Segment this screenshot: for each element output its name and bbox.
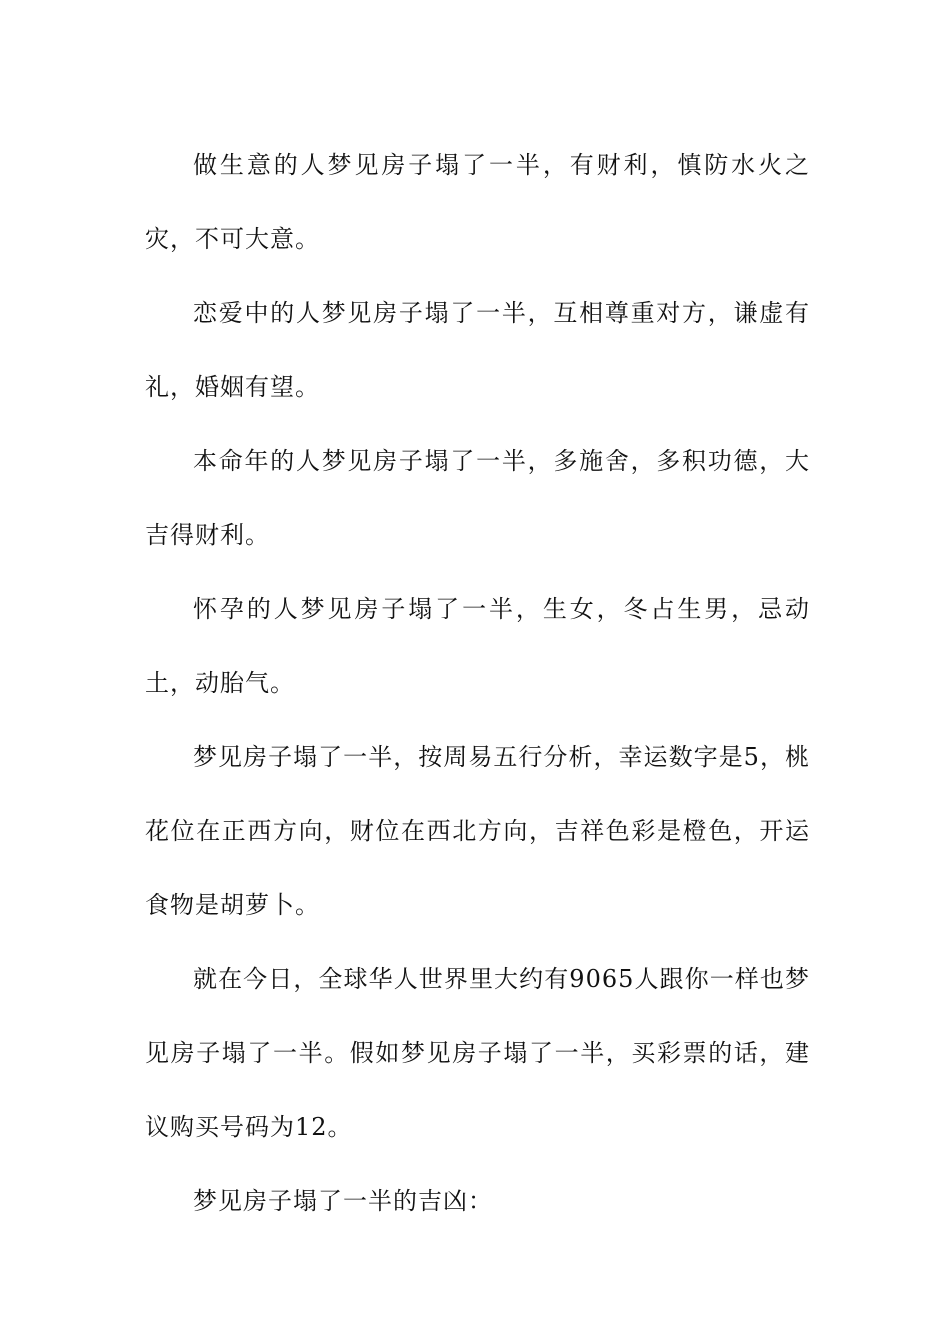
paragraph-fortune-heading: 梦见房子塌了一半的吉凶：: [193, 1187, 493, 1215]
paragraph-lottery: 就在今日，全球华人世界里大约有9065人跟你一样也梦见房子塌了一半。假如梦见房子塌了一半，买彩票的话，建议购买号码为12。: [145, 965, 810, 1141]
document-body: [145, 128, 810, 1238]
paragraph-pregnancy: 怀孕的人梦见房子塌了一半，生女，冬占生男，忌动土，动胎气。: [145, 595, 810, 697]
paragraph-romance: 恋爱中的人梦见房子塌了一半，互相尊重对方，谦虚有礼，婚姻有望。: [145, 299, 810, 401]
paragraph-zodiac-year: 本命年的人梦见房子塌了一半，多施舍，多积功德，大吉得财利。: [145, 447, 810, 549]
paragraph-business: 做生意的人梦见房子塌了一半，有财利，慎防水火之灾，不可大意。: [145, 151, 810, 253]
paragraph-five-elements: 梦见房子塌了一半，按周易五行分析，幸运数字是5，桃花位在正西方向，财位在西北方向，吉祥色彩是橙色，开运食物是胡萝卜。: [145, 743, 810, 919]
